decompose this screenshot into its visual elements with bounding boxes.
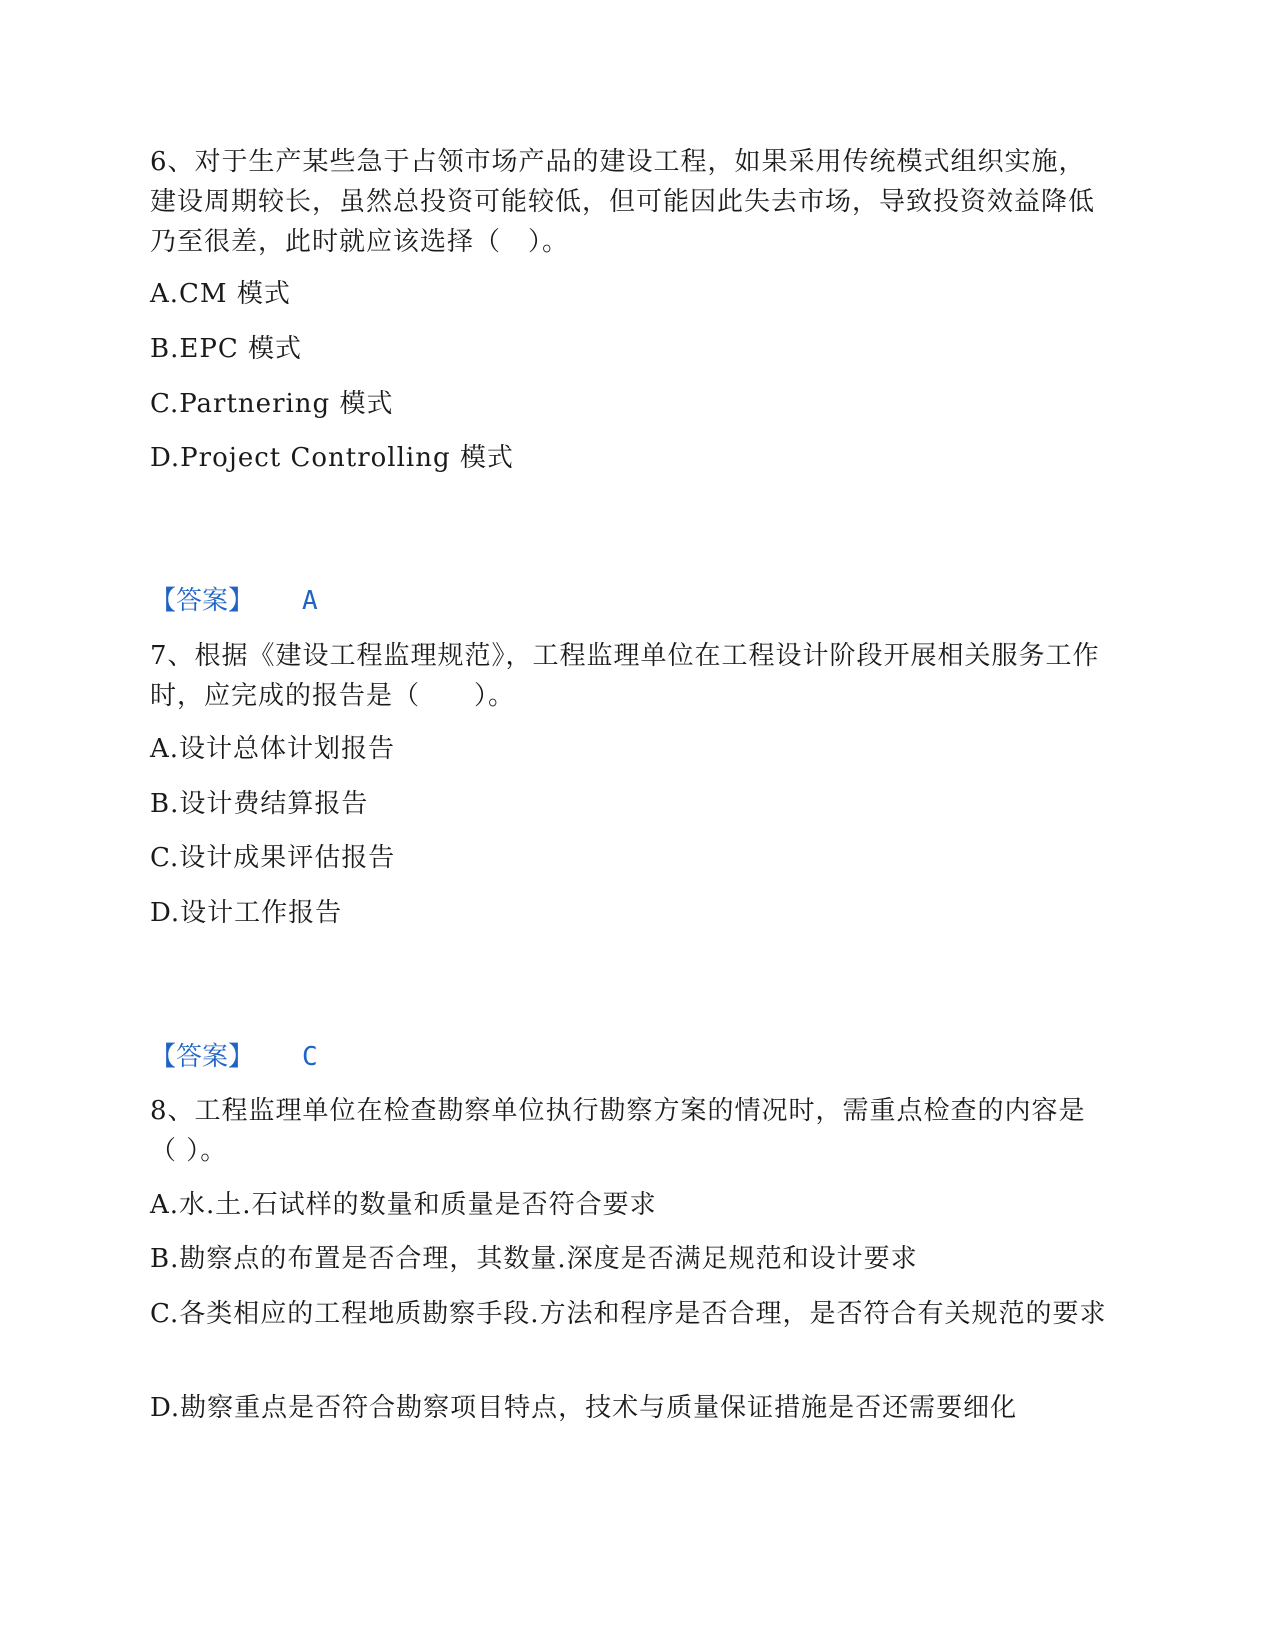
question-8-option-b: B.勘察点的布置是否合理，其数量.深度是否满足规范和设计要求 [150,1244,918,1274]
question-6-stem: 6、对于生产某些急于占领市场产品的建设工程，如果采用传统模式组织实施，建设周期较长，虽然总投资可能较低，但可能因此失去市场，导致投资效益降低乃至很差，此时就应该选择（ ）。 [150,147,1096,257]
question-7-option-c: C.设计成果评估报告 [150,843,396,873]
question-8-stem: 8、工程监理单位在检查勘察单位执行勘察方案的情况时，需重点检查的内容是（ ）。 [150,1096,1086,1166]
question-7-option-d: D.设计工作报告 [150,898,343,928]
question-7-option-b: B.设计费结算报告 [150,789,369,819]
question-8-option-d: D.勘察重点是否符合勘察项目特点，技术与质量保证措施是否还需要细化 [150,1393,1018,1423]
question-6-option-b: B.EPC 模式 [150,334,303,364]
question-6-option-c: C.Partnering 模式 [150,389,394,419]
answer-label: 【答案】 [150,586,255,616]
question-7-answer [150,1037,318,1077]
question-6-answer [150,581,318,621]
question-7-option-a: A.设计总体计划报告 [150,734,396,764]
question-8-option-c: C.各类相应的工程地质勘察手段.方法和程序是否合理，是否符合有关规范的要求 [150,1299,1107,1329]
question-6-option-a: A.CM 模式 [150,279,291,309]
answer-value: C [302,1042,318,1072]
question-6-option-d: D.Project Controlling 模式 [150,443,514,473]
answer-value: A [302,586,318,616]
answer-label: 【答案】 [150,1042,255,1072]
question-8-option-a: A.水.土.石试样的数量和质量是否符合要求 [150,1190,657,1220]
question-7-stem: 7、根据《建设工程监理规范》，工程监理单位在工程设计阶段开展相关服务工作时，应完成的报告是（ ）。 [150,641,1100,711]
